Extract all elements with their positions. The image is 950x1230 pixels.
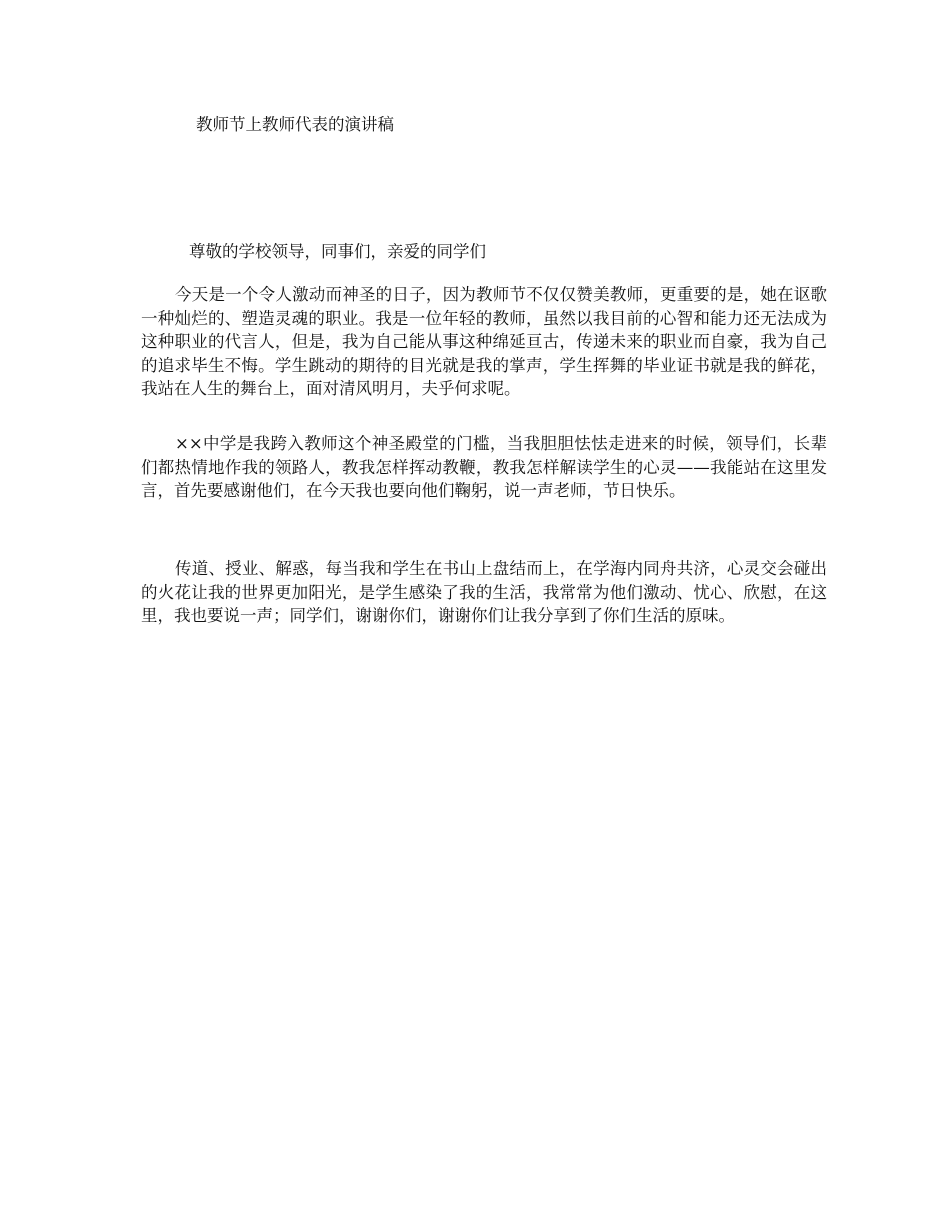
paragraph: ××中学是我跨入教师这个神圣殿堂的门槛，当我胆胆怯怯走进来的时候，领导们，长辈们都热情地作我的领路人，教我怎样挥动教鞭，教我怎样解读学生的心灵——我能站在这里发言，首先要感谢他们，在今天我也要向他们鞠躬，说一声老师，节日快乐。	[141, 434, 827, 500]
paragraph: 传道、授业、解惑，每当我和学生在书山上盘结而上，在学海内同舟共济，心灵交会碰出的火花让我的世界更加阳光，是学生感染了我的生活，我常常为他们激动、忧心、欣慰，在这里，我也要说一声；同学们，谢谢你们，谢谢你们让我分享到了你们生活的原味。	[141, 559, 827, 625]
salutation: 尊敬的学校领导，同事们，亲爱的同学们	[189, 242, 486, 261]
document-title: 教师节上教师代表的演讲稿	[196, 115, 394, 134]
paragraph: 今天是一个令人激动而神圣的日子，因为教师节不仅仅赞美教师，更重要的是，她在讴歌一种灿烂的、塑造灵魂的职业。我是一位年轻的教师，虽然以我目前的心智和能力还无法成为这种职业的代言人，但是，我为自己能从事这种绵延亘古，传递未来的职业而自豪，我为自己的追求毕生不悔。学生跳动的期待的目光就是我的掌声，学生挥舞的毕业证书就是我的鲜花，我站在人生的舞台上，面对清风明月，夫乎何求呢。	[141, 285, 827, 398]
